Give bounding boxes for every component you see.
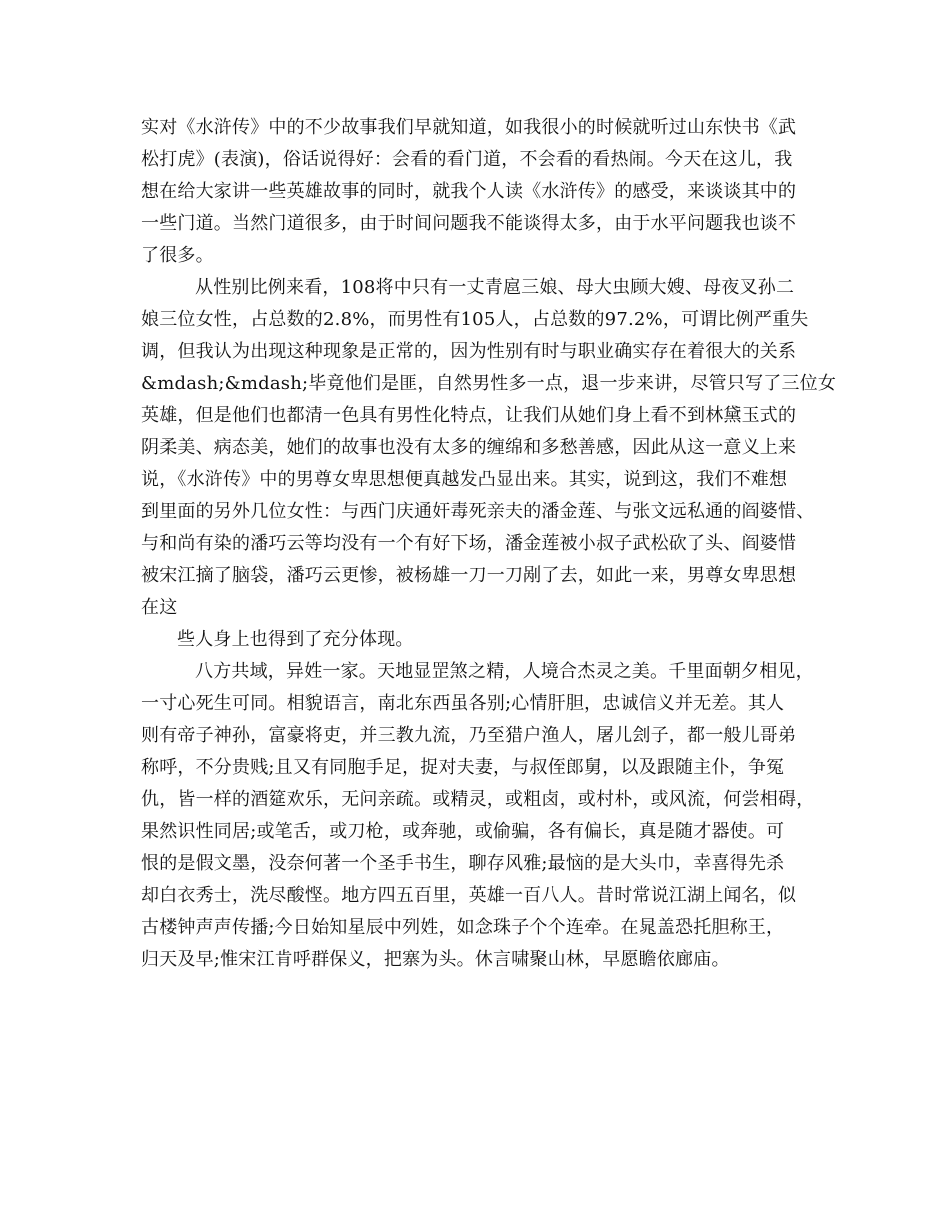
paragraph-4 bbox=[141, 656, 941, 976]
document-body bbox=[141, 112, 941, 976]
text-line: 一些门道。当然门道很多，由于时间问题我不能谈得太多，由于水平问题我也谈不 bbox=[141, 213, 797, 234]
paragraph-2 bbox=[141, 272, 941, 624]
paragraph-1 bbox=[141, 112, 941, 272]
text-line: 被宋江摘了脑袋，潘巧云更惨，被杨雄一刀一刀剐了去，如此一来，男尊女卑思想 bbox=[141, 565, 797, 586]
text-line: 娘三位女性，占总数的2.8%，而男性有105人，占总数的97.2%，可谓比例严重失 bbox=[141, 309, 809, 330]
text-line: 却白衣秀士，洗尽酸悭。地方四五百里，英雄一百八人。昔时常说江湖上闻名，似 bbox=[141, 885, 797, 906]
text-line: 与和尚有染的潘巧云等均没有一个有好下场，潘金莲被小叔子武松砍了头、阎婆惜 bbox=[141, 533, 797, 554]
paragraph-3 bbox=[141, 624, 941, 656]
text-line: 古楼钟声声传播;今日始知星辰中列姓，如念珠子个个连牵。在晁盖恐托胆称王， bbox=[141, 917, 785, 938]
text-line: 想在给大家讲一些英雄故事的同时，就我个人读《水浒传》的感受，来谈谈其中的 bbox=[141, 181, 797, 202]
text-line: 在这 bbox=[141, 597, 178, 618]
text-line: 则有帝子神孙，富豪将吏，并三教九流，乃至猎户渔人，屠儿刽子，都一般儿哥弟 bbox=[141, 725, 797, 746]
text-line: 些人身上也得到了充分体现。 bbox=[177, 629, 414, 650]
text-line: 阴柔美、病态美，她们的故事也没有太多的缠绵和多愁善感，因此从这一意义上来 bbox=[141, 437, 797, 458]
text-line: 归天及早;惟宋江肯呼群保义，把寨为头。休言啸聚山林，早愿瞻依廊庙。 bbox=[141, 949, 730, 970]
text-line: 果然识性同居;或笔舌，或刀枪，或奔驰，或偷骗，各有偏长，真是随才器使。可 bbox=[141, 821, 785, 842]
text-line: &mdash;&mdash;毕竟他们是匪，自然男性多一点，退一步来讲，尽管只写了三位女 bbox=[141, 373, 837, 394]
text-line: 调，但我认为出现这种现象是正常的，因为性别有时与职业确实存在着很大的关系 bbox=[141, 341, 797, 362]
text-line: 实对《水浒传》中的不少故事我们早就知道，如我很小的时候就听过山东快书《武 bbox=[141, 117, 797, 138]
text-line: 仇，皆一样的酒筵欢乐，无问亲疏。或精灵，或粗卤，或村朴，或风流，何尝相碍， bbox=[141, 789, 815, 810]
text-line: 八方共域，异姓一家。天地显罡煞之精，人境合杰灵之美。千里面朝夕相见， bbox=[195, 661, 814, 682]
text-line: 到里面的另外几位女性：与西门庆通奸毒死亲夫的潘金莲、与张文远私通的阎婆惜、 bbox=[141, 501, 815, 522]
text-line: 了很多。 bbox=[141, 245, 214, 266]
text-line: 说，《水浒传》中的男尊女卑思想便真越发凸显出来。其实，说到这，我们不难想 bbox=[141, 469, 788, 490]
text-line: 恨的是假文墨，没奈何著一个圣手书生，聊存风雅;最恼的是大头巾，幸喜得先杀 bbox=[141, 853, 785, 874]
text-line: 从性别比例来看，108将中只有一丈青扈三娘、母大虫顾大嫂、母夜叉孙二 bbox=[195, 277, 795, 298]
text-line: 称呼，不分贵贱;且又有同胞手足，捉对夫妻，与叔侄郎舅，以及跟随主仆，争冤 bbox=[141, 757, 785, 778]
text-line: 一寸心死生可同。相貌语言，南北东西虽各别;心情肝胆，忠诚信义并无差。其人 bbox=[141, 693, 785, 714]
text-line: 英雄，但是他们也都清一色具有男性化特点，让我们从她们身上看不到林黛玉式的 bbox=[141, 405, 797, 426]
text-line: 松打虎》(表演)，俗话说得好：会看的看门道，不会看的看热闹。今天在这儿，我 bbox=[141, 149, 793, 170]
